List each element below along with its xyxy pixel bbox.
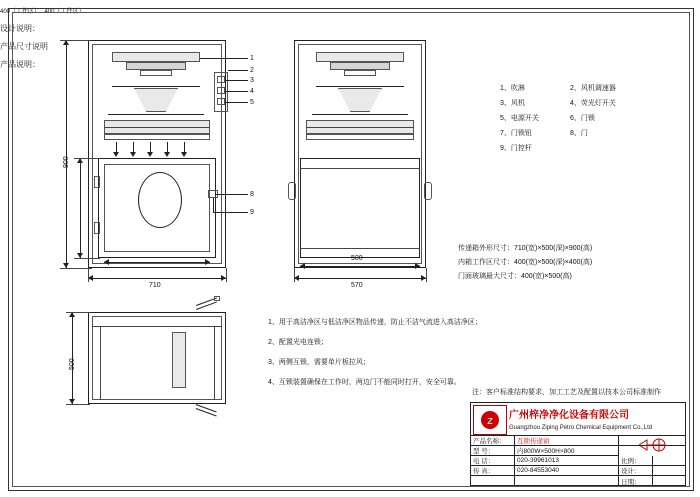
tb-label-product: 产品名称： xyxy=(471,435,515,446)
top-glass-strip xyxy=(172,332,186,388)
dim-side-width-inner: 500 xyxy=(351,255,363,262)
tb-label-blank xyxy=(471,476,515,486)
callout-1: 1 xyxy=(250,55,254,62)
tb-value-date xyxy=(653,476,685,486)
callout-4: 4 xyxy=(250,88,254,95)
title-block-grid xyxy=(471,435,685,486)
legend-item-6: 6、门锁 xyxy=(570,115,595,122)
tb-label-fax: 传 真： xyxy=(471,466,515,476)
logo-mark-icon: z xyxy=(481,411,499,429)
usage-note-line-2: 2、配置光电连锁； xyxy=(268,339,328,346)
callout-8: 8 xyxy=(250,191,254,198)
side-fan-housing xyxy=(330,62,390,70)
usage-note-line-1: 1、用于高洁净区与低洁净区物品传递，防止不洁气流进入高洁净区； xyxy=(268,319,482,326)
company-name-en: Guangzhou Ziping Petro Chemical Equipment Co.,Ltd xyxy=(509,424,653,431)
callout-3: 3 xyxy=(250,77,254,84)
tb-label-tel: 电 话： xyxy=(471,456,515,466)
usage-note-line-4: 4、互锁装置确保在工作时，两边门不能同时打开，安全可靠。 xyxy=(268,379,461,386)
tb-label-date: 日期： xyxy=(619,476,653,486)
usage-note-line-3: 3、两侧互锁，需要单片板拉风； xyxy=(268,359,370,366)
callout-2: 2 xyxy=(250,67,254,74)
dimension-note-line-2: 内箱工作区尺寸：400(宽)×500(深)×400(高) xyxy=(458,259,593,266)
front-filter-frame xyxy=(104,134,210,140)
callout-5: 5 xyxy=(250,99,254,106)
tb-value-product: 互锁传递窗 xyxy=(515,435,619,446)
legend-item-7: 7、门锁钮 xyxy=(500,130,532,137)
legend-item-3: 3、风机 xyxy=(500,100,525,107)
company-name-cn: 广州梓净净化设备有限公司 xyxy=(509,410,629,421)
top-inner-body xyxy=(92,316,222,400)
dimension-note-line-3: 门面玻璃最大尺寸：400(宽)×500(高) xyxy=(458,273,572,280)
tb-value-fax: 020-84553040 xyxy=(515,466,619,476)
side-motor xyxy=(344,70,376,76)
dimension-note-line-1: 传递箱外形尺寸：710(宽)×500(深)×900(高) xyxy=(458,245,593,252)
side-handle-left xyxy=(288,182,296,200)
tb-value-designer xyxy=(653,466,685,476)
tb-value-model: 内800W×500H×800 xyxy=(515,446,619,456)
front-hinge-top xyxy=(94,176,100,188)
legend-item-2: 2、风机调速器 xyxy=(570,85,616,92)
front-fan-housing xyxy=(126,62,186,70)
control-lamp-switch xyxy=(217,87,225,94)
top-handle-end xyxy=(214,296,220,301)
dim-front-width-inner: 400（工件区） xyxy=(44,9,85,15)
tb-label-model: 型 号： xyxy=(471,446,515,456)
front-fan-plate xyxy=(112,52,200,62)
projection-symbol-icon xyxy=(639,437,669,458)
side-fan-plate xyxy=(316,52,404,62)
legend-item-9: 9、门控杆 xyxy=(500,145,532,152)
front-hinge-bottom xyxy=(94,222,100,234)
dimension-note-heading: 产品尺寸说明 xyxy=(0,42,48,51)
control-power-switch xyxy=(217,98,225,105)
control-speed-knob xyxy=(217,76,225,83)
side-filter-frame xyxy=(306,134,414,140)
legend-heading: 设计说明： xyxy=(0,24,40,33)
legend-item-4: 4、荧光灯开关 xyxy=(570,100,616,107)
dim-front-height-inner: 400（工件区） xyxy=(0,9,41,15)
dim-side-width-outer: 570 xyxy=(351,282,363,289)
tb-value-tel: 020-39961013 xyxy=(515,456,619,466)
company-logo xyxy=(473,405,507,435)
legend-item-8: 8、门 xyxy=(570,130,588,137)
front-window-glass xyxy=(138,172,182,228)
usage-note-heading: 产品说明： xyxy=(0,60,40,69)
callout-9: 9 xyxy=(250,209,254,216)
tb-label-scale: 比例： xyxy=(619,456,653,466)
side-handle-right xyxy=(424,182,432,200)
tb-value-blank xyxy=(515,476,619,486)
tb-label-designer: 设计： xyxy=(619,466,653,476)
dim-front-height-outer: 900 xyxy=(63,156,70,168)
dim-top-depth: 500 xyxy=(69,358,76,370)
title-block xyxy=(470,402,686,486)
dim-front-width-outer: 710 xyxy=(149,282,161,289)
side-chamber xyxy=(300,158,420,258)
legend-item-1: 1、吹淋 xyxy=(500,85,525,92)
front-motor xyxy=(140,70,172,76)
footnote: 注：客户标准结构要求，加工工艺及配置以技本公司标准制作 xyxy=(472,389,661,396)
legend-item-5: 5、电源开关 xyxy=(500,115,539,122)
